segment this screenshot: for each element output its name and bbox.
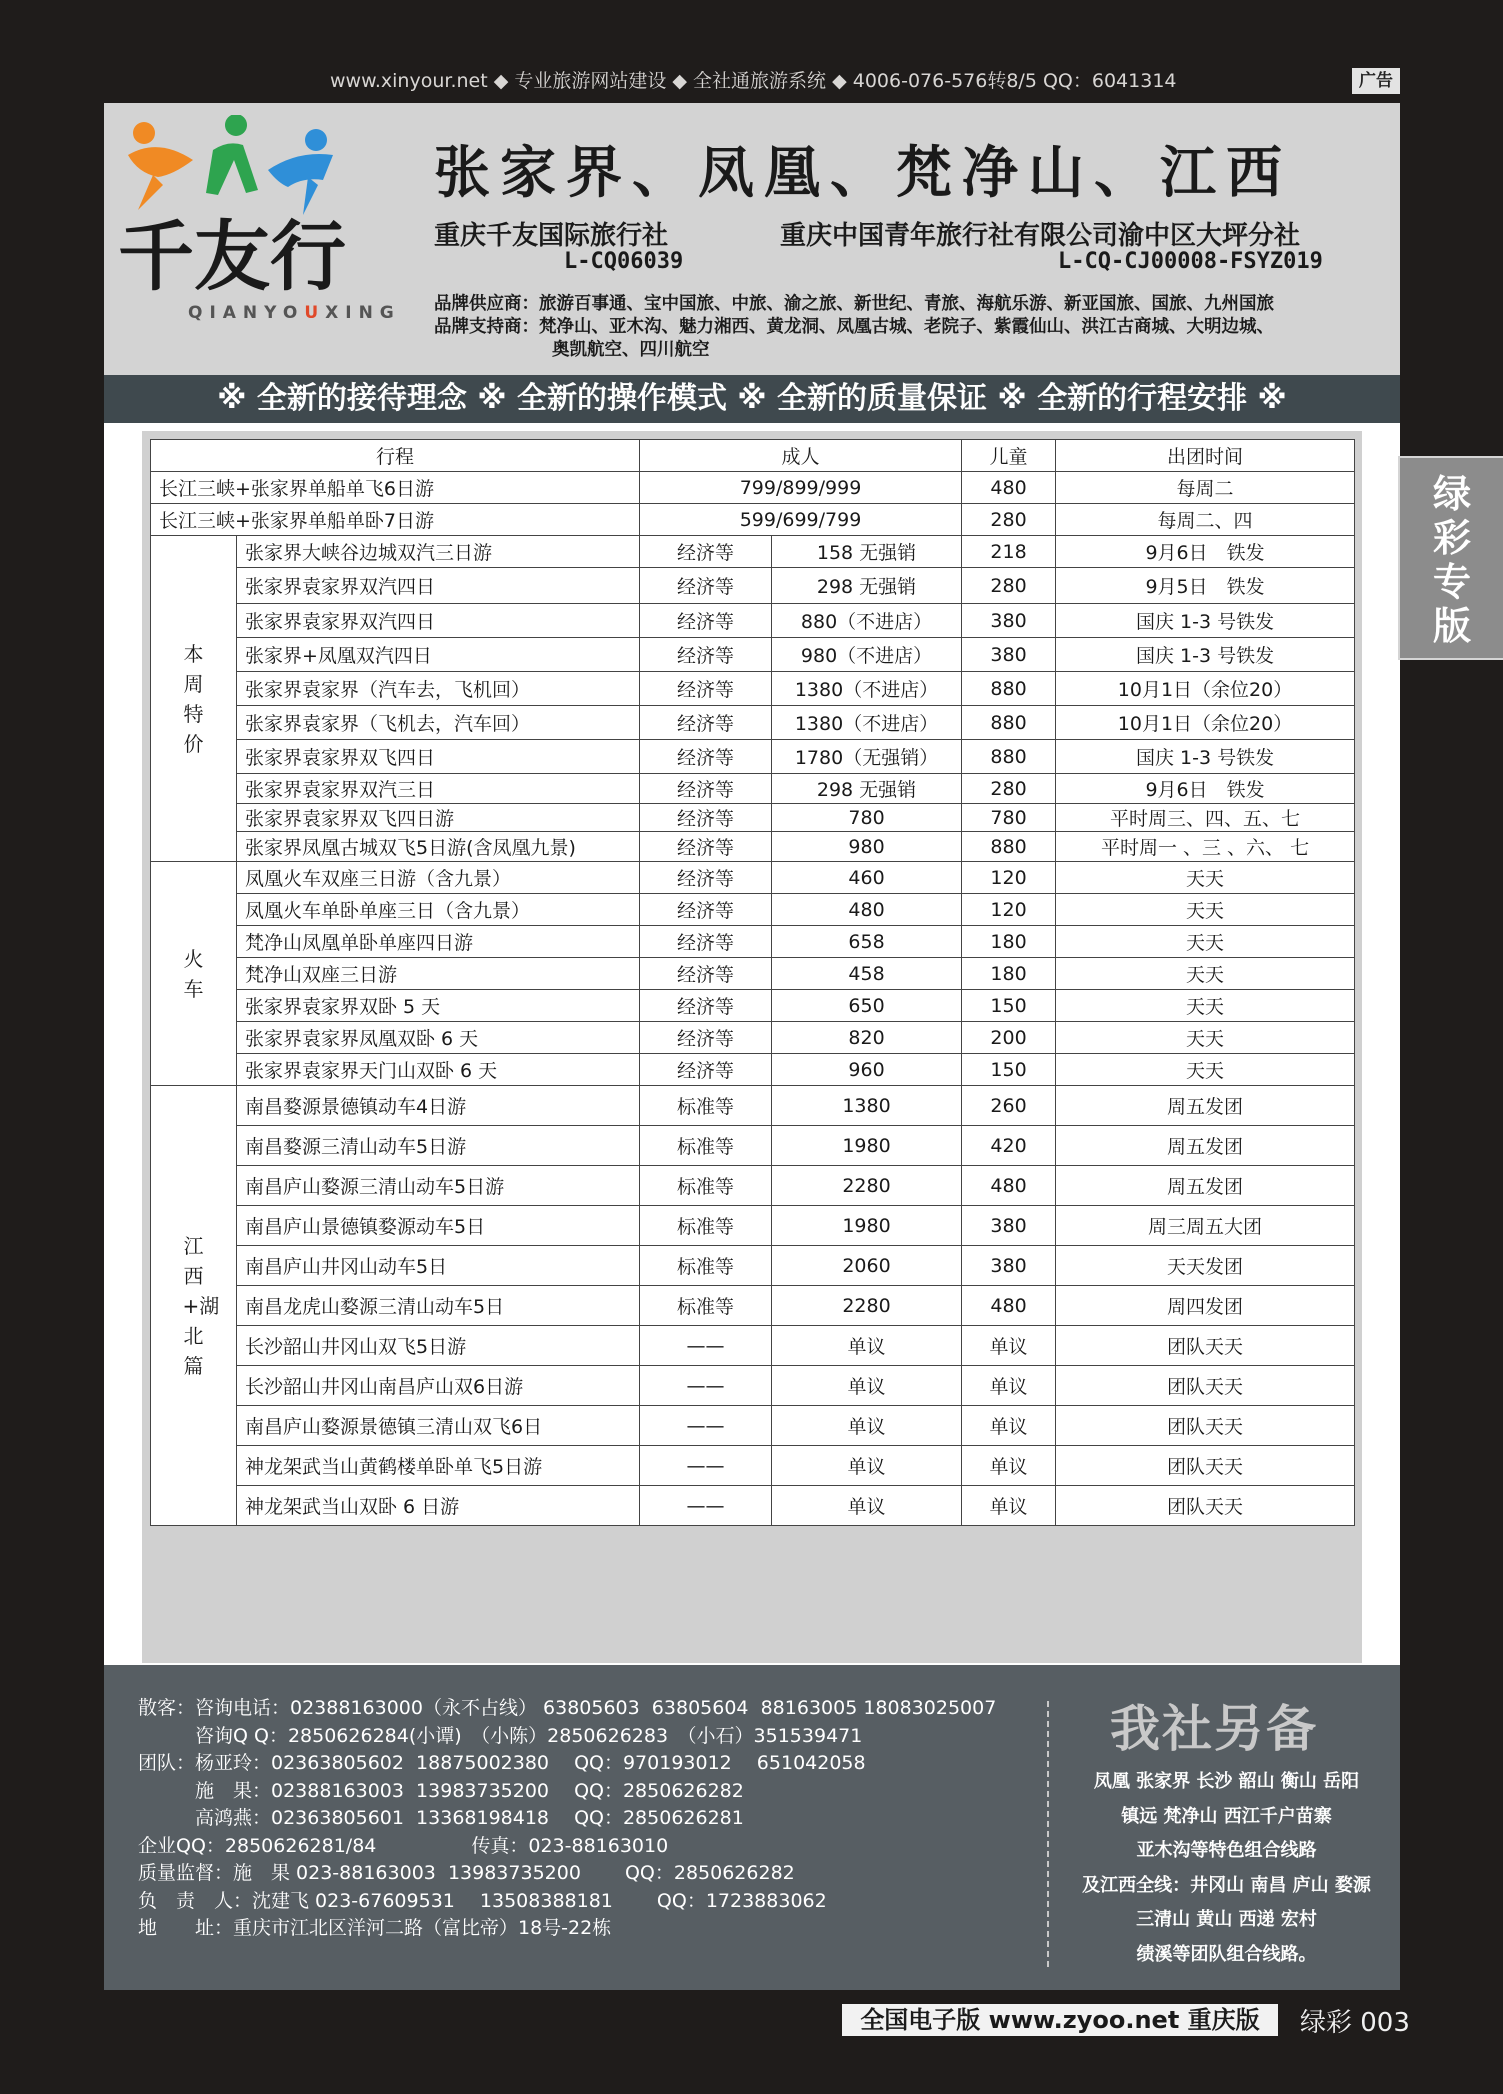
adult-price-cell: 单议 <box>772 1406 962 1446</box>
child-price-cell: 218 <box>962 536 1056 568</box>
contact-line: 企业QQ：2850626281/84 传真：023-88163010 <box>138 1834 669 1857</box>
route-cell: 南昌庐山婺源景德镇三清山双飞6日 <box>237 1406 640 1446</box>
child-price-cell: 单议 <box>962 1406 1056 1446</box>
route-cell: 神龙架武当山黄鹤楼单卧单飞5日游 <box>237 1446 640 1486</box>
departure-cell: 团队天天 <box>1056 1366 1355 1406</box>
route-cell: 长江三峡+张家界单船单飞6日游 <box>151 472 640 504</box>
grade-cell: 经济等 <box>640 774 772 804</box>
brand-supporters-continued: 奥凯航空、四川航空 <box>552 340 710 360</box>
table-row <box>151 740 1355 774</box>
adult-price-cell: 980 <box>772 832 962 862</box>
adult-price-cell: 460 <box>772 862 962 894</box>
route-cell: 南昌婺源景德镇动车4日游 <box>237 1086 640 1126</box>
side-tab <box>1398 456 1503 660</box>
side-tab-label: 绿彩专版 <box>1432 472 1471 648</box>
agency-license-2: L-CQ-CJ00008-FSYZ019 <box>1058 249 1323 274</box>
route-cell: 张家界袁家界天门山双卧 6 天 <box>237 1054 640 1086</box>
header-departure: 出团时间 <box>1056 440 1355 472</box>
departure-cell: 周五发团 <box>1056 1126 1355 1166</box>
grade-cell: 经济等 <box>640 638 772 672</box>
child-price-cell: 880 <box>962 740 1056 774</box>
departure-cell: 团队天天 <box>1056 1486 1355 1526</box>
adult-price-cell: 1980 <box>772 1206 962 1246</box>
child-price-cell: 120 <box>962 862 1056 894</box>
table-row <box>151 504 1355 536</box>
route-cell: 张家界袁家界双卧 5 天 <box>237 990 640 1022</box>
route-cell: 张家界袁家界双汽四日 <box>237 604 640 638</box>
table-row <box>151 1246 1355 1286</box>
grade-cell: 经济等 <box>640 672 772 706</box>
table-row <box>151 1286 1355 1326</box>
route-cell: 张家界+凤凰双汽四日 <box>237 638 640 672</box>
child-price-cell: 单议 <box>962 1326 1056 1366</box>
edition-label: 全国电子版 www.zyoo.net 重庆版 <box>842 2004 1278 2036</box>
table-row <box>151 862 1355 894</box>
svg-text:千友行: 千友行 <box>118 212 346 295</box>
ad-page <box>104 103 1400 1990</box>
grade-cell: 经济等 <box>640 1022 772 1054</box>
adult-price-cell: 单议 <box>772 1366 962 1406</box>
grade-cell: 经济等 <box>640 604 772 638</box>
departure-cell: 天天 <box>1056 862 1355 894</box>
route-cell: 张家界袁家界双飞四日游 <box>237 804 640 832</box>
table-row <box>151 926 1355 958</box>
contact-line: 团队：杨亚玲：02363805602 18875002380 QQ：970193012 651042058 <box>138 1752 866 1774</box>
departure-cell: 10月1日（余位20） <box>1056 672 1355 706</box>
departure-cell: 团队天天 <box>1056 1406 1355 1446</box>
route-cell: 张家界大峡谷边城双汽三日游 <box>237 536 640 568</box>
adult-price-cell: 799/899/999 <box>640 472 962 504</box>
route-cell: 长沙韶山井冈山南昌庐山双6日游 <box>237 1366 640 1406</box>
adult-price-cell: 1380（不进店） <box>772 672 962 706</box>
contact-line: 散客：咨询电话：02388163000（永不占线） 63805603 63805604 88163005 18083025007 <box>138 1697 997 1719</box>
departure-cell: 国庆 1-3 号铁发 <box>1056 740 1355 774</box>
child-price-cell: 880 <box>962 832 1056 862</box>
adult-price-cell: 1380（不进店） <box>772 706 962 740</box>
departure-cell: 每周二、四 <box>1056 504 1355 536</box>
adult-price-cell: 980（不进店） <box>772 638 962 672</box>
child-price-cell: 150 <box>962 990 1056 1022</box>
table-row <box>151 774 1355 804</box>
itinerary-panel <box>142 431 1362 1663</box>
child-price-cell: 280 <box>962 568 1056 604</box>
footer-divider <box>1047 1701 1049 1967</box>
table-row <box>151 706 1355 740</box>
grade-cell: 经济等 <box>640 862 772 894</box>
contact-line: 负 责 人：沈建飞 023-67609531 13508388181 QQ：1723883062 <box>138 1889 827 1912</box>
route-cell: 南昌庐山井冈山动车5日 <box>237 1246 640 1286</box>
adult-price-cell: 1980 <box>772 1126 962 1166</box>
grade-cell: 标准等 <box>640 1206 772 1246</box>
header-adult: 成人 <box>640 440 962 472</box>
adult-price-cell: 650 <box>772 990 962 1022</box>
other-route-line: 及江西全线：井冈山 南昌 庐山 婺源 <box>1082 1874 1371 1896</box>
route-cell: 张家界袁家界（飞机去，汽车回） <box>237 706 640 740</box>
departure-cell: 周五发团 <box>1056 1086 1355 1126</box>
other-route-line: 三清山 黄山 西递 宏村 <box>1136 1909 1317 1930</box>
contact-line: 施 果：02388163003 13983735200 QQ：2850626282 <box>138 1779 744 1802</box>
category-label: 江西+湖北篇 <box>182 1233 220 1378</box>
grade-cell: 经济等 <box>640 740 772 774</box>
departure-cell: 周三周五大团 <box>1056 1206 1355 1246</box>
departure-cell: 天天 <box>1056 958 1355 990</box>
table-row <box>151 990 1355 1022</box>
header-route: 行程 <box>151 440 640 472</box>
route-cell: 神龙架武当山双卧 6 日游 <box>237 1486 640 1526</box>
page-number: 绿彩 003 <box>1300 2008 1410 2038</box>
table-row <box>151 568 1355 604</box>
contact-line: 地 址：重庆市江北区洋河二路（富比帝）18号-22栋 <box>138 1917 612 1939</box>
route-cell: 南昌龙虎山婺源三清山动车5日 <box>237 1286 640 1326</box>
route-cell: 凤凰火车双座三日游（含九景） <box>237 862 640 894</box>
table-row <box>151 1366 1355 1406</box>
table-row <box>151 1022 1355 1054</box>
contact-line: 咨询Q Q：2850626284(小谭) （小陈）2850626283 （小石）351539471 <box>138 1724 863 1747</box>
table-row <box>151 1054 1355 1086</box>
adult-price-cell: 2060 <box>772 1246 962 1286</box>
adult-price-cell: 单议 <box>772 1446 962 1486</box>
logo <box>118 115 401 323</box>
table-row <box>151 672 1355 706</box>
grade-cell: 经济等 <box>640 832 772 862</box>
adult-price-cell: 298 无强销 <box>772 568 962 604</box>
table-row <box>151 1086 1355 1126</box>
grade-cell: 经济等 <box>640 990 772 1022</box>
child-price-cell: 780 <box>962 804 1056 832</box>
table-row <box>151 536 1355 568</box>
departure-cell: 每周二 <box>1056 472 1355 504</box>
table-row <box>151 604 1355 638</box>
child-price-cell: 单议 <box>962 1366 1056 1406</box>
grade-cell: 标准等 <box>640 1246 772 1286</box>
child-price-cell: 480 <box>962 1286 1056 1326</box>
agency-name-1: 重庆千友国际旅行社 <box>434 221 669 251</box>
grade-cell: —— <box>640 1366 772 1406</box>
route-cell: 南昌婺源三清山动车5日游 <box>237 1126 640 1166</box>
other-route-line: 亚木沟等特色组合线路 <box>1136 1840 1317 1861</box>
adult-price-cell: 780 <box>772 804 962 832</box>
route-cell: 长沙韶山井冈山双飞5日游 <box>237 1326 640 1366</box>
child-price-cell: 150 <box>962 1054 1056 1086</box>
child-price-cell: 200 <box>962 1022 1056 1054</box>
grade-cell: 经济等 <box>640 568 772 604</box>
table-row <box>151 1126 1355 1166</box>
child-price-cell: 180 <box>962 926 1056 958</box>
departure-cell: 天天 <box>1056 1022 1355 1054</box>
other-route-line: 绩溪等团队组合线路。 <box>1136 1943 1317 1965</box>
child-price-cell: 180 <box>962 958 1056 990</box>
other-routes-title: 我社另备 <box>1110 1700 1318 1758</box>
contact-line: 高鸿燕：02363805601 13368198418 QQ：2850626281 <box>138 1807 744 1829</box>
route-cell: 张家界袁家界双汽四日 <box>237 568 640 604</box>
adult-price-cell: 单议 <box>772 1326 962 1366</box>
grade-cell: 标准等 <box>640 1286 772 1326</box>
route-cell: 张家界袁家界双汽三日 <box>237 774 640 804</box>
itinerary-table-body <box>151 440 1355 1526</box>
route-cell: 梵净山凤凰单卧单座四日游 <box>237 926 640 958</box>
departure-cell: 国庆 1-3 号铁发 <box>1056 638 1355 672</box>
departure-cell: 天天 <box>1056 926 1355 958</box>
table-row <box>151 1406 1355 1446</box>
adult-price-cell: 880（不进店） <box>772 604 962 638</box>
child-price-cell: 420 <box>962 1126 1056 1166</box>
slogan-bar: ※ 全新的接待理念 ※ 全新的操作模式 ※ 全新的质量保证 ※ 全新的行程安排 ※ <box>104 375 1400 423</box>
departure-cell: 天天 <box>1056 894 1355 926</box>
grade-cell: —— <box>640 1446 772 1486</box>
category-label: 火车 <box>183 946 204 1001</box>
adult-price-cell: 599/699/799 <box>640 504 962 536</box>
adult-price-cell: 1380 <box>772 1086 962 1126</box>
grade-cell: 经济等 <box>640 894 772 926</box>
logo-subtitle: QIANYOUXING <box>188 303 401 323</box>
contact-line: 质量监督：施 果 023-88163003 13983735200 QQ：2850626282 <box>138 1862 795 1884</box>
child-price-cell: 单议 <box>962 1446 1056 1486</box>
child-price-cell: 280 <box>962 774 1056 804</box>
table-row <box>151 638 1355 672</box>
category-label: 本周特价 <box>183 641 204 756</box>
route-cell: 张家界袁家界（汽车去，飞机回） <box>237 672 640 706</box>
header <box>104 103 1400 375</box>
child-price-cell: 880 <box>962 706 1056 740</box>
adult-price-cell: 458 <box>772 958 962 990</box>
adult-price-cell: 单议 <box>772 1486 962 1526</box>
route-cell: 张家界袁家界双飞四日 <box>237 740 640 774</box>
category-cell <box>151 536 237 862</box>
grade-cell: 标准等 <box>640 1086 772 1126</box>
page-title: 张家界、凤凰、梵净山、江西 <box>434 140 1292 206</box>
route-cell: 长江三峡+张家界单船单卧7日游 <box>151 504 640 536</box>
other-route-line: 凤凰 张家界 长沙 韶山 衡山 岳阳 <box>1093 1771 1360 1792</box>
table-row <box>151 958 1355 990</box>
child-price-cell: 480 <box>962 1166 1056 1206</box>
departure-cell: 平时周三、四、五、七 <box>1056 804 1355 832</box>
footer <box>104 1665 1400 1990</box>
grade-cell: —— <box>640 1406 772 1446</box>
child-price-cell: 260 <box>962 1086 1056 1126</box>
route-cell: 张家界袁家界凤凰双卧 6 天 <box>237 1022 640 1054</box>
grade-cell: —— <box>640 1326 772 1366</box>
table-row <box>151 472 1355 504</box>
brand-suppliers: 品牌供应商：旅游百事通、宝中国旅、中旅、渝之旅、新世纪、青旅、海航乐游、新亚国旅、国旅、九州国旅 <box>434 294 1274 314</box>
grade-cell: 经济等 <box>640 926 772 958</box>
table-row <box>151 1326 1355 1366</box>
departure-cell: 周四发团 <box>1056 1286 1355 1326</box>
departure-cell: 10月1日（余位20） <box>1056 706 1355 740</box>
adult-price-cell: 2280 <box>772 1166 962 1206</box>
top-contact-strip: www.xinyour.net ◆ 专业旅游网站建设 ◆ 全社通旅游系统 ◆ 4006-076-576转8/5 QQ：6041314 <box>330 70 1177 92</box>
adult-price-cell: 480 <box>772 894 962 926</box>
dancing-figures-logo-icon <box>118 115 388 295</box>
child-price-cell: 380 <box>962 1206 1056 1246</box>
departure-cell: 9月5日 铁发 <box>1056 568 1355 604</box>
category-cell <box>151 862 237 1086</box>
adult-price-cell: 960 <box>772 1054 962 1086</box>
ad-tag: 广告 <box>1352 68 1400 94</box>
departure-cell: 天天 <box>1056 1054 1355 1086</box>
table-row <box>151 804 1355 832</box>
departure-cell: 团队天天 <box>1056 1326 1355 1366</box>
brand-list <box>434 293 1394 362</box>
route-cell: 梵净山双座三日游 <box>237 958 640 990</box>
contact-block <box>138 1695 996 1943</box>
table-row <box>151 1446 1355 1486</box>
grade-cell: 标准等 <box>640 1166 772 1206</box>
grade-cell: —— <box>640 1486 772 1526</box>
grade-cell: 经济等 <box>640 536 772 568</box>
child-price-cell: 380 <box>962 604 1056 638</box>
table-row <box>151 832 1355 862</box>
departure-cell: 9月6日 铁发 <box>1056 774 1355 804</box>
child-price-cell: 120 <box>962 894 1056 926</box>
departure-cell: 天天 <box>1056 990 1355 1022</box>
grade-cell: 经济等 <box>640 958 772 990</box>
child-price-cell: 880 <box>962 672 1056 706</box>
adult-price-cell: 158 无强销 <box>772 536 962 568</box>
other-route-line: 镇远 梵净山 西江千户苗寨 <box>1121 1805 1332 1827</box>
route-cell: 凤凰火车单卧单座三日（含九景） <box>237 894 640 926</box>
header-child: 儿童 <box>962 440 1056 472</box>
adult-price-cell: 298 无强销 <box>772 774 962 804</box>
itinerary-table <box>150 439 1355 1526</box>
adult-price-cell: 658 <box>772 926 962 958</box>
departure-cell: 团队天天 <box>1056 1446 1355 1486</box>
child-price-cell: 380 <box>962 638 1056 672</box>
other-routes-list <box>1059 1765 1394 1972</box>
grade-cell: 经济等 <box>640 804 772 832</box>
child-price-cell: 480 <box>962 472 1056 504</box>
grade-cell: 标准等 <box>640 1126 772 1166</box>
agency-license-1: L-CQ06039 <box>564 249 684 274</box>
table-header-row <box>151 440 1355 472</box>
table-row <box>151 1166 1355 1206</box>
table-row <box>151 894 1355 926</box>
adult-price-cell: 1780（无强销） <box>772 740 962 774</box>
grade-cell: 经济等 <box>640 706 772 740</box>
departure-cell: 平时周一 、三 、六、 七 <box>1056 832 1355 862</box>
departure-cell: 周五发团 <box>1056 1166 1355 1206</box>
table-row <box>151 1486 1355 1526</box>
table-row <box>151 1206 1355 1246</box>
grade-cell: 经济等 <box>640 1054 772 1086</box>
agency-name-2: 重庆中国青年旅行社有限公司渝中区大坪分社 <box>780 221 1301 251</box>
brand-supporters: 品牌支持商：梵净山、亚木沟、魅力湘西、黄龙洞、凤凰古城、老院子、紫霞仙山、洪江古商城、大明边城、 <box>434 317 1274 337</box>
route-cell: 南昌庐山婺源三清山动车5日游 <box>237 1166 640 1206</box>
departure-cell: 国庆 1-3 号铁发 <box>1056 604 1355 638</box>
child-price-cell: 单议 <box>962 1486 1056 1526</box>
route-cell: 张家界凤凰古城双飞5日游(含凤凰九景) <box>237 832 640 862</box>
route-cell: 南昌庐山景德镇婺源动车5日 <box>237 1206 640 1246</box>
child-price-cell: 380 <box>962 1246 1056 1286</box>
departure-cell: 9月6日 铁发 <box>1056 536 1355 568</box>
adult-price-cell: 820 <box>772 1022 962 1054</box>
child-price-cell: 280 <box>962 504 1056 536</box>
departure-cell: 天天发团 <box>1056 1246 1355 1286</box>
adult-price-cell: 2280 <box>772 1286 962 1326</box>
category-cell <box>151 1086 237 1526</box>
